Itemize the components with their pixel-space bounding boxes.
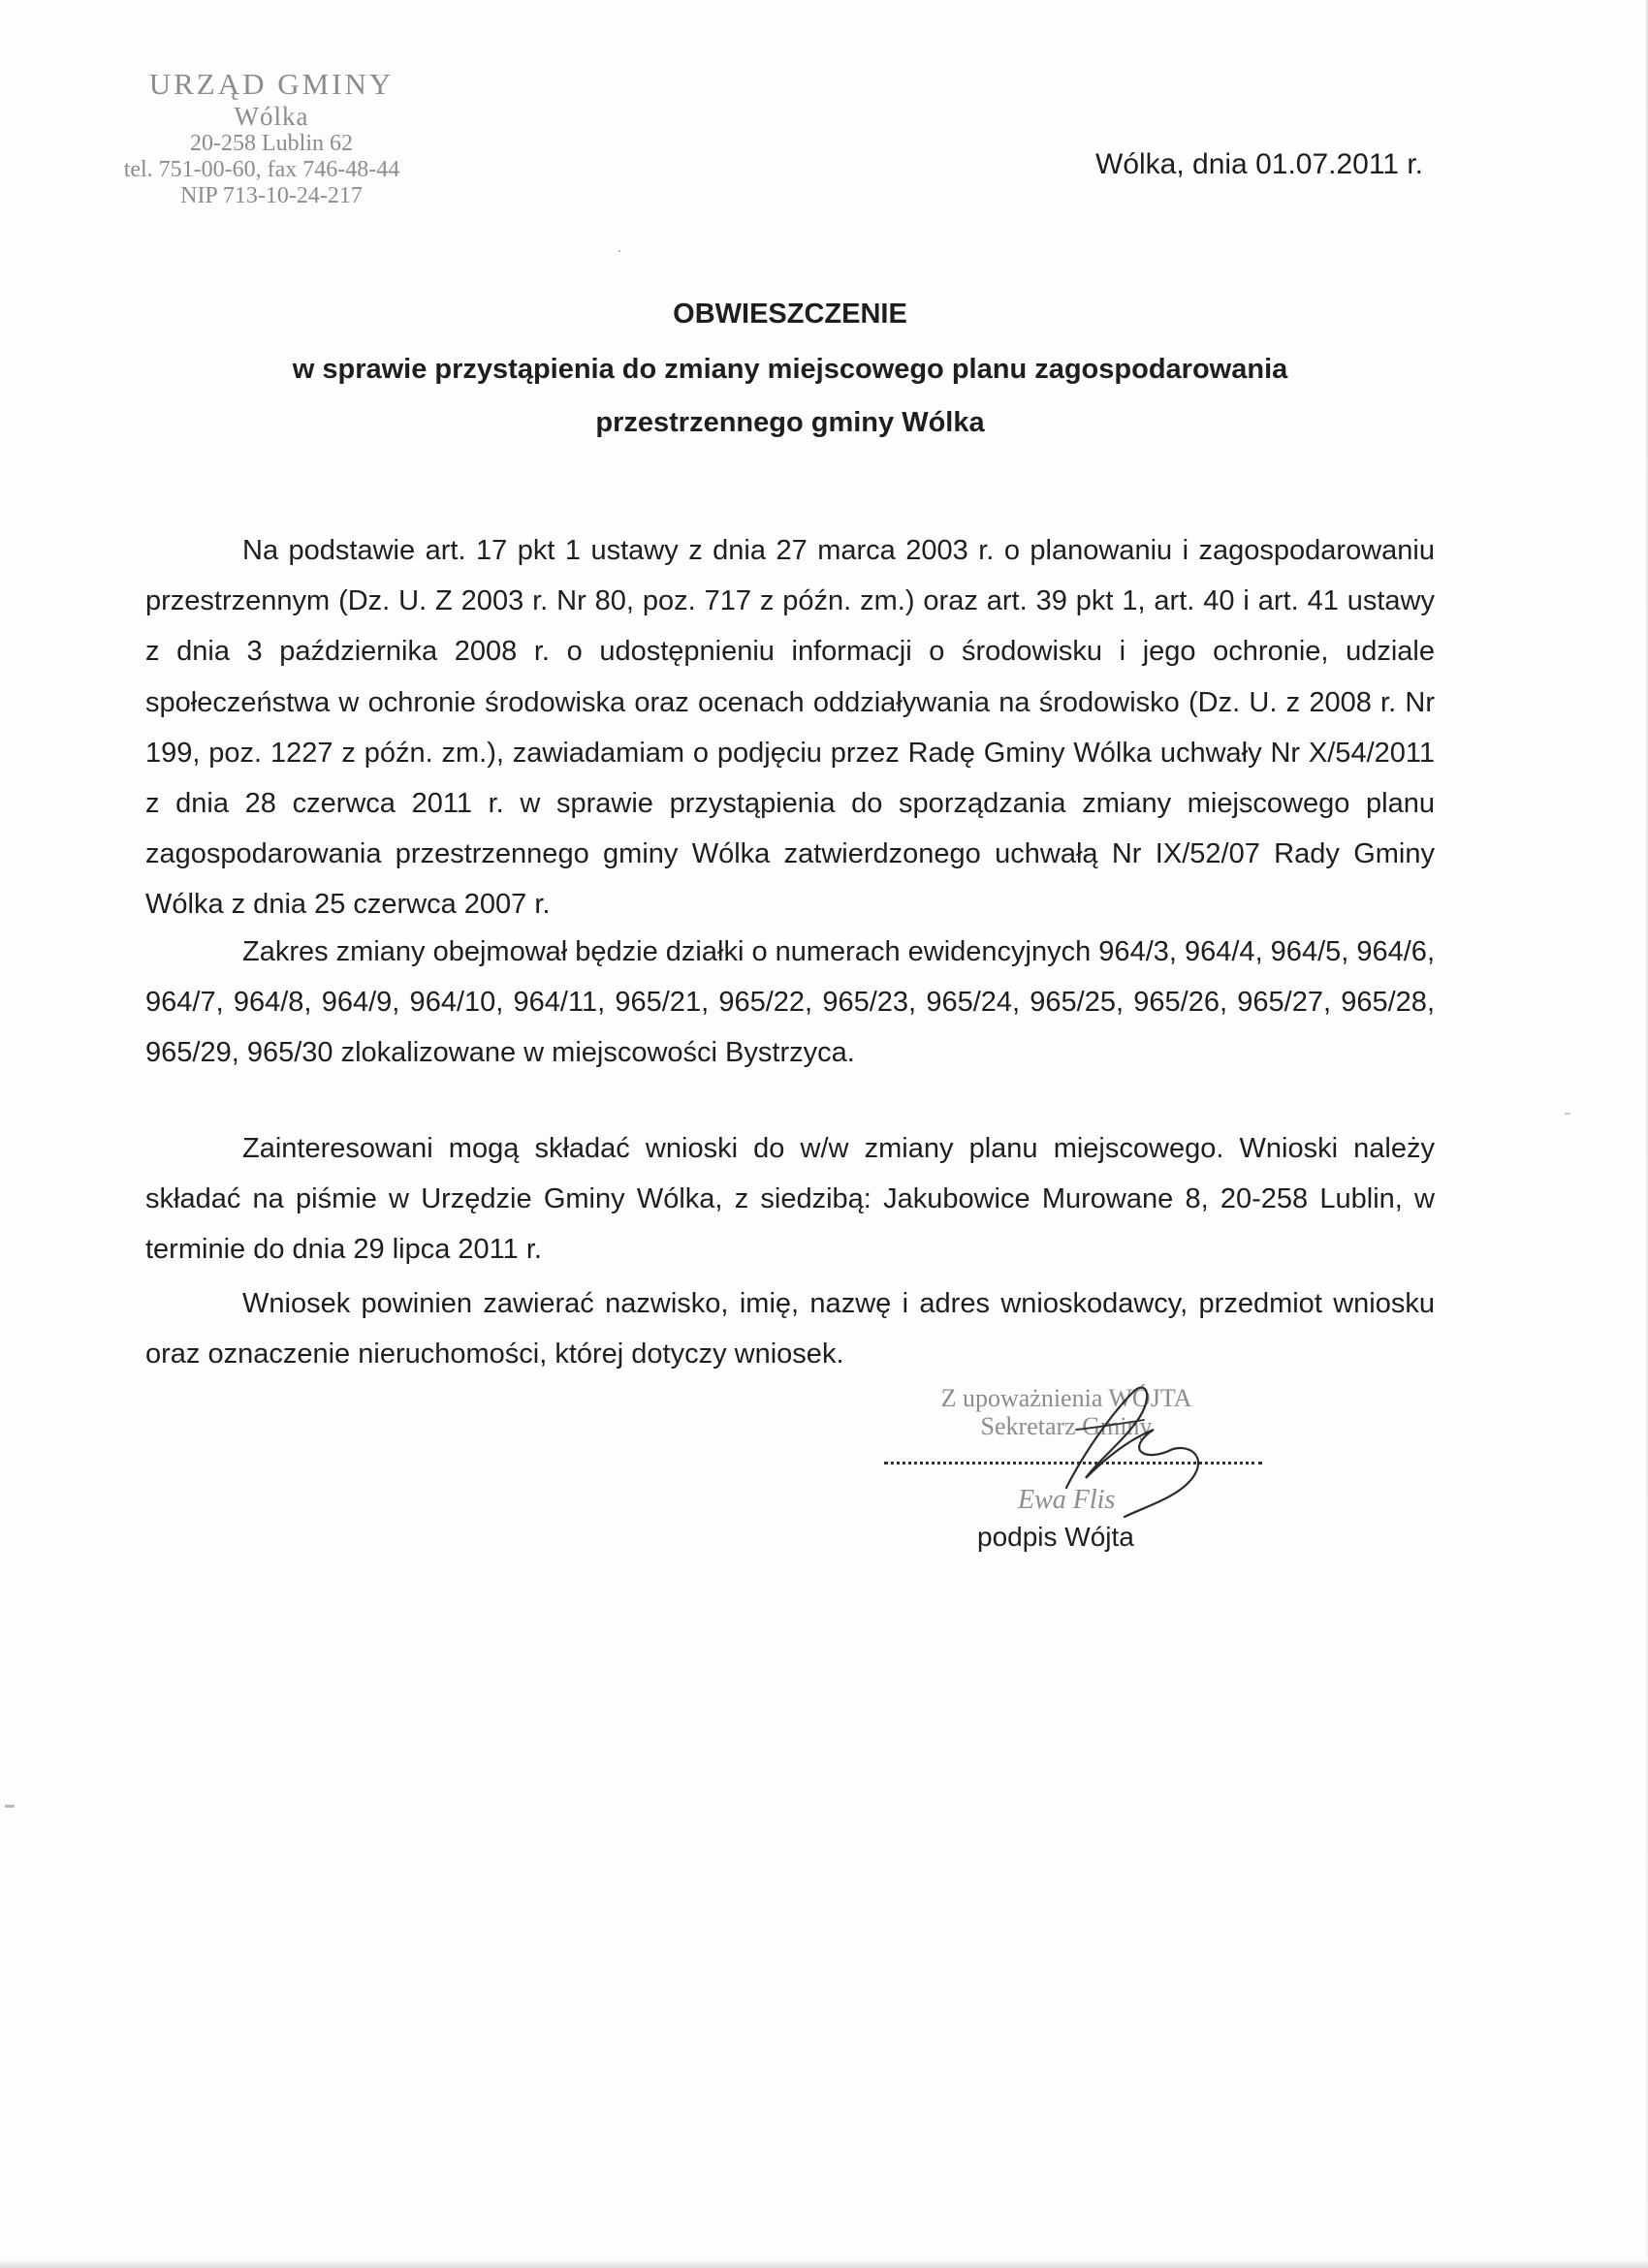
- stamp-address: 20-258 Lublin 62: [190, 130, 353, 156]
- date-line: Wólka, dnia 01.07.2011 r.: [1095, 148, 1423, 180]
- paragraph-scope: Zakres zmiany obejmował będzie działki o numerach ewidencyjnych 964/3, 964/4, 964/5, 964/6, 964/7, 964/8, 964/9, 964/10, 964/11, 965/21, 965/22, 965/23, 965/24, 965/25, 965/26, 965/27, 965/28, 965/29, 965/30 zlokalizowane w miejscowości Bystrzyca.: [145, 936, 1435, 1069]
- scan-speck: [1565, 1113, 1570, 1115]
- scan-speck: [618, 250, 620, 252]
- signature-authority-line1: Z upoważnienia WÓJTA: [940, 1384, 1192, 1412]
- scan-speck: [5, 1805, 15, 1808]
- document-subtitle-line2: przestrzennego gminy Wólka: [595, 407, 985, 438]
- document-title: OBWIESZCZENIE: [673, 299, 907, 330]
- paragraph-submission: Zainteresowani mogą składać wnioski do w/w zmiany planu miejscowego. Wnioski należy składać na piśmie w Urzędzie Gminy Wólka, z siedzibą: Jakubowice Murowane 8, 20-258 Lublin, w terminie do dnia 29 lipca 2011 r.: [145, 1133, 1435, 1266]
- stamp-office-name: URZĄD GMINY: [148, 67, 395, 101]
- paragraph-requirements: Wniosek powinien zawierać nazwisko, imię, nazwę i adres wnioskodawcy, przedmiot wniosku oraz oznaczenie nieruchomości, której dotyczy wniosek.: [145, 1288, 1435, 1370]
- handwritten-signature: [1028, 1371, 1221, 1536]
- paragraph-legal-basis: Na podstawie art. 17 pkt 1 ustawy z dnia 27 marca 2003 r. o planowaniu i zagospodarowaniu przestrzennym (Dz. U. Z 2003 r. Nr 80, poz. 717 z późn. zm.) oraz art. 39 pkt 1, art. 40 i art. 41 ustawy z dnia 3 października 2008 r. o udostępnieniu informacji o środowisku i jego ochronie, udziale społeczeństwa w ochronie środowiska oraz ocenach oddziaływania na środowisko (Dz. U. z 2008 r. Nr 199, poz. 1227 z późn. zm.), zawiadamiam o podjęciu przez Radę Gminy Wólka uchwały Nr X/54/2011 z dnia 28 czerwca 2011 r. w sprawie przystąpienia do sporządzania zmiany miejscowego planu zagospodarowania przestrzennego gminy Wólka zatwierdzonego uchwałą Nr IX/52/07 Rady Gminy Wólka z dnia 25 czerwca 2007 r.: [145, 535, 1435, 921]
- scan-edge-bottom: [0, 2258, 1648, 2268]
- signature-authority-line2: Sekretarz Gminy: [980, 1412, 1153, 1441]
- stamp-phone: tel. 751-00-60, fax 746-48-44: [123, 156, 400, 182]
- office-stamp: [97, 68, 446, 209]
- stamp-nip: NIP 713-10-24-217: [180, 182, 363, 208]
- document-subtitle-line1: w sprawie przystąpienia do zmiany miejscowego planu zagospodarowania: [292, 354, 1288, 385]
- signature-caption: podpis Wójta: [977, 1522, 1134, 1552]
- stamp-place: Wólka: [234, 101, 309, 131]
- signatory-name: Ewa Flis: [1018, 1485, 1116, 1515]
